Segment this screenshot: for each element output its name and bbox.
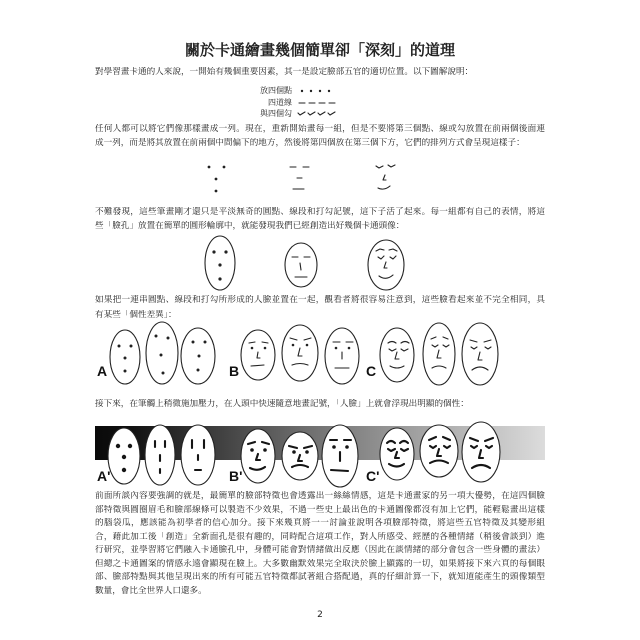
face-c-prime-1 [380, 428, 414, 480]
mouth-mark [122, 468, 126, 472]
eye-mark [292, 450, 296, 454]
paragraph-6-line: 合，藉此加工後「創造」全新面孔是很有趣的，同時配合這項工作，對人所感受、經歷的各種情緒（稍後會談到）進 [95, 531, 545, 542]
eye-mark [332, 445, 336, 449]
dot-mark [223, 166, 226, 169]
nose-mark [124, 357, 127, 360]
dot-mark [328, 90, 330, 92]
four-ticks-sample [298, 112, 335, 115]
face-a-prime-3 [181, 425, 215, 485]
head-outline [285, 243, 317, 287]
eye-mark [250, 448, 254, 452]
dot-mark [310, 90, 312, 92]
head-outline [423, 323, 455, 385]
eye-mark [263, 448, 267, 452]
mouth-mark [124, 370, 127, 373]
face-a-prime-2 [145, 425, 175, 485]
paragraph-4-line: 如果把一連串圓點、線段和打勾所形成的人臉並置在一起，觀看者將很容易注意到，這些臉看起來並不完全相同，具 [95, 295, 545, 305]
paragraph-6-line: 的腦袋瓜，應該能為初學者的信心加分。接下來幾頁將一一討論並說明各項臉部特徵，將這些五官特徵及其變形組 [95, 518, 545, 528]
label-four-lines: 四道線 [268, 98, 292, 107]
lines-arrangement [290, 167, 309, 189]
figure-label-b: B [229, 363, 240, 379]
tick-mark [318, 112, 325, 115]
eye-mark [192, 341, 195, 344]
nose-mark [198, 355, 201, 358]
tick-mark [383, 175, 386, 180]
paragraph-6-line: 前面所談內容要強調的就是，最簡單的臉部特徵也會透露出一絲絲情感，這是卡通畫家的另一項大優勢，在這四個臉 [95, 491, 545, 501]
figure-label-b-prime: B' [229, 468, 243, 484]
paragraph-6-line: 數量，會比全世界人口還多。 [95, 585, 207, 596]
figure-label-c-prime: C' [366, 468, 380, 484]
eye-mark [264, 347, 267, 350]
face-dots [205, 236, 235, 290]
label-four-ticks: 與四個勾 [260, 109, 292, 118]
face-c1 [380, 328, 414, 382]
face-c2 [423, 323, 455, 385]
eye-mark [251, 347, 254, 350]
paragraph-2-line: 成一列，而是將其放置在前兩個中間偏下的地方，然後將第四個放在第三個下方，它們的排列方式會呈現這樣子： [95, 138, 525, 148]
face-a3 [181, 328, 215, 384]
mouth-mark [162, 372, 165, 375]
mouth-mark [331, 470, 348, 471]
eye-mark [292, 344, 295, 347]
tick-mark [308, 112, 315, 115]
intro-paragraph: 對學習畫卡通的人來說，一開始有幾個重要因素，其一是設定臉部五官的適切位置。以下圖解說明： [95, 67, 474, 77]
face-c-prime-2 [420, 425, 458, 477]
paragraph-6-line: 部、臉部特點與其他呈現出來的所有可能五官特徵都試著組合搭配過，真的仔細計算一下，就知道能產生的頭像類型 [95, 572, 545, 582]
paragraph-3-line: 些「臉孔」放置在簡單的圓形輪廓中，就能發現我們已經創造出好幾個卡通頭像： [95, 221, 405, 231]
paragraph-6-line: 部特徵與圓圈眉毛和臉部線條可以製造不少效果，不過一些史上最出色的卡通圖像都沒有加上它們，能輕鬆畫出這樣 [95, 504, 545, 515]
head-outline [282, 325, 318, 381]
paragraph-4-line: 有某些「個性差異」： [95, 310, 177, 320]
tick-mark [298, 112, 305, 115]
face-b-prime-3 [322, 425, 358, 487]
four-dots-sample [301, 90, 330, 92]
face-b3 [325, 328, 359, 384]
tick-mark [378, 186, 390, 189]
tick-mark [328, 112, 335, 115]
face-b-prime-2 [282, 432, 318, 480]
face-b1 [241, 330, 275, 380]
dot-mark [319, 90, 321, 92]
nose-mark [122, 455, 126, 459]
nose-mark [218, 263, 221, 266]
face-b-prime-1 [241, 429, 275, 483]
mouth-mark [197, 369, 200, 372]
eye-mark [155, 335, 158, 338]
paragraph-5: 接下來，在筆觸上稍微施加壓力，在人頭中快速隨意地畫記號，「人臉」上就會浮現出明顯的個性： [95, 399, 469, 409]
figure-label-a-prime: A' [97, 468, 111, 484]
dot-mark [215, 190, 218, 193]
page-title: 關於卡通繪畫幾個簡單卻「深刻」的道理 [184, 41, 455, 59]
eye-mark [348, 347, 351, 350]
face-c-prime-3 [462, 422, 500, 482]
dot-mark [208, 166, 211, 169]
figure-label-c: C [366, 363, 377, 379]
eye-mark [118, 345, 121, 348]
eye-mark [335, 347, 338, 350]
face-ticks [368, 240, 404, 290]
dot-mark [301, 90, 303, 92]
paragraph-3-line: 不難發現，這些筆畫剛才還只是平淡無奇的圓點、線段和打勾記號，這下子活了起來。每一組都有自己的表情，將這 [95, 207, 545, 217]
eye-mark [345, 445, 349, 449]
tick-mark [376, 166, 383, 168]
eye-mark [224, 250, 227, 253]
face-a2 [146, 322, 178, 384]
eye-mark [128, 444, 132, 448]
page-number: 2 [317, 610, 323, 620]
eye-mark [306, 344, 309, 347]
figure-label-a: A [97, 363, 108, 379]
eye-mark [305, 450, 309, 454]
face-c3 [462, 323, 498, 385]
eye-mark [167, 337, 170, 340]
tick-mark [388, 165, 395, 167]
ticks-arrangement [376, 165, 395, 189]
head-outline [205, 236, 235, 290]
eye-mark [204, 341, 207, 344]
head-outline [380, 328, 414, 382]
eye-mark [130, 345, 133, 348]
label-four-dots: 放四個點 [260, 86, 292, 95]
paragraph-6-line: 行研究，並學習將它們融入卡通臉孔中，身體可能會對情緒做出反應（因此在談情緒的部分會包含一些身體的畫法） [95, 545, 545, 555]
mouth-mark [218, 277, 221, 280]
paragraph-6-line: 但總之卡通圖案的情感永遠會顯現在臉上。大多數幽默效果完全取決於臉上顯露的一切，如果將接下來六頁的每個眼 [95, 558, 545, 569]
head-outline [368, 240, 404, 290]
face-lines [285, 243, 317, 287]
face-a1 [110, 330, 140, 384]
face-b2 [282, 325, 318, 381]
face-a-prime-1 [108, 428, 140, 484]
head-outline [146, 322, 178, 384]
paragraph-2-line: 任何人都可以將它們像那樣畫成一列。現在，重新開始畫每一組，但是不要將第三個點、線或勾放置在前兩個後面連 [95, 124, 545, 134]
eye-mark [212, 250, 215, 253]
dots-arrangement [208, 166, 226, 193]
dot-mark [215, 178, 218, 181]
nose-mark [160, 354, 163, 357]
eye-mark [116, 444, 120, 448]
